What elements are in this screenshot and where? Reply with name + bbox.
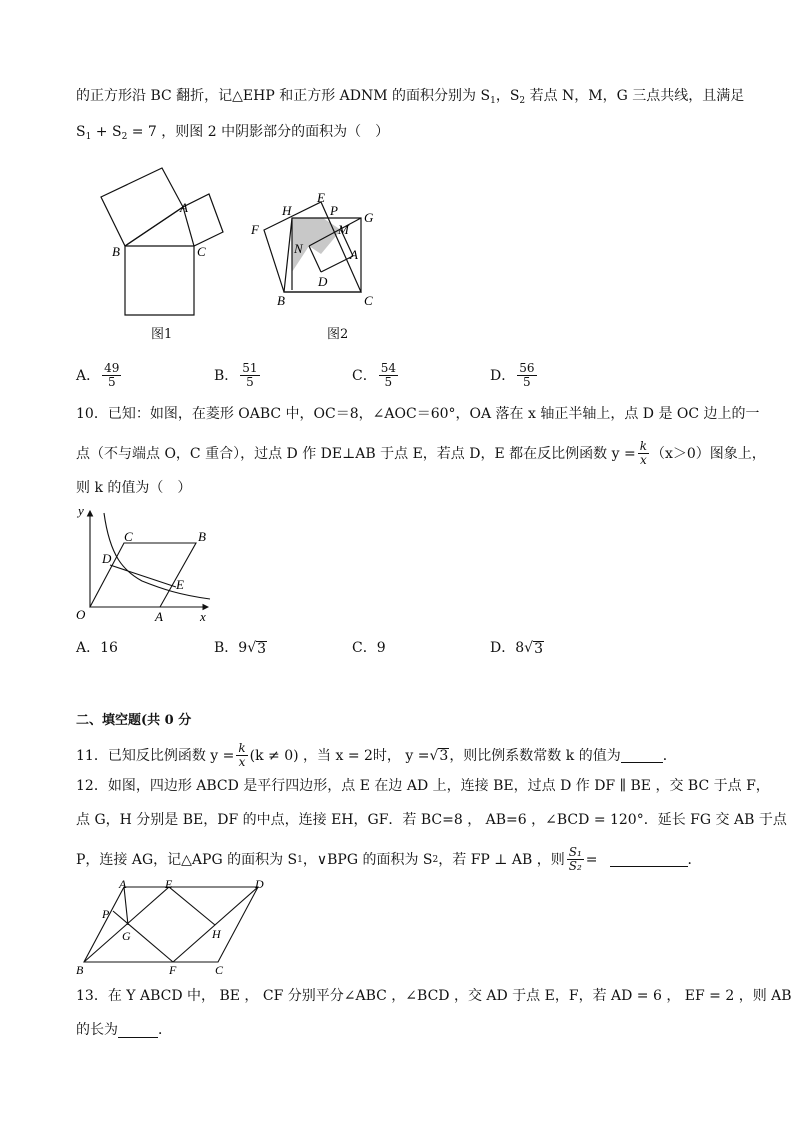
q9-option-b[interactable]: B． $\frac{51}{5}$ (214, 361, 258, 389)
fig1-label-a: A (180, 200, 188, 215)
q9-option-b-frac: $\frac{51}{5}$ (242, 361, 258, 389)
q10-label-d: D (102, 551, 112, 566)
q9-fig1-caption: 图1 (151, 327, 173, 342)
q12-label-f: F (169, 963, 177, 977)
q12-label-d: D (255, 877, 264, 891)
q12-line1: 12．如图，四边形 ABCD 是平行四边形，点 E 在边 AD 上，连接 BE，过点 D 作 DF ∥ BE ，交 BC 于点 F， (76, 778, 770, 794)
q9-fig2-caption: 图2 (327, 327, 349, 342)
q12-label-h: H (212, 927, 221, 941)
q13-line2: 的长为 ． (76, 1022, 172, 1038)
q9-line1: 的正方形沿 BC 翻折，记△EHP 和正方形 ADNM 的面积分别为 $S_1$，$S_2$ 若点 N，M，G 三点共线，且满足 (76, 88, 745, 106)
q13-answer-blank[interactable] (118, 1023, 158, 1038)
fig1-label-b: B (112, 244, 120, 259)
q12-line-eh (169, 887, 215, 925)
q10-option-c[interactable]: C． 9 (352, 640, 386, 656)
q12-line-be (84, 887, 169, 962)
q13-line1: 13．在 Y ABCD 中， BE ， CF 分别平分∠ABC ，∠BCD ，交 AD 于点 E，F，若 AD = 6 ， EF = 2 ，则 AB (76, 988, 792, 1004)
fig1-label-c: C (197, 244, 206, 259)
q10-segment-de (110, 565, 176, 587)
fig1-square-bc (125, 246, 194, 315)
fig2-label-g: G (364, 210, 374, 225)
fig1-square-ac (183, 194, 223, 246)
q11-answer-blank[interactable] (621, 748, 663, 763)
q10-label-a: A (155, 609, 163, 624)
fig2-label-a: A (350, 247, 358, 262)
fig2-label-c: C (364, 293, 373, 308)
q12-label-g: G (122, 929, 131, 943)
q10-line1: 10．已知：如图，在菱形 OABC 中，OC＝8，∠AOC＝60°，OA 落在 x 轴正半轴上，点 D 是 OC 边上的一 (76, 406, 760, 422)
fig2-label-n: N (294, 241, 303, 256)
q10-option-d[interactable]: D． 8 √ 3 (490, 640, 543, 657)
q12-line3: P，连接 AG，记△APG 的面积为 S 1 ，∨BPG 的面积为 S 2 ，若 FP ⊥ AB ，则 $\frac{\text{S₁}}{\text{S₂}}$ = ． (76, 845, 702, 873)
fig2-label-p: P (330, 203, 338, 218)
fig2-label-e: E (317, 190, 325, 205)
q10-label-y: y (78, 503, 84, 518)
fig2-label-f: F (251, 222, 259, 237)
q9-option-d[interactable]: D． $\frac{56}{5}$ (490, 361, 535, 389)
q10-line2: 点（不与端点 O，C 重合），过点 D 作 DE⊥AB 于点 E，若点 D，E 都在反比例函数 y = $\frac{k}{x}$ （x＞0）图象上， (76, 439, 766, 467)
q12-parallelogram-abcd (84, 887, 258, 962)
q12-label-b: B (76, 963, 84, 977)
q10-label-x: x (200, 609, 206, 624)
fig2-label-d: D (318, 274, 328, 289)
fig2-label-b: B (277, 293, 285, 308)
q12-label-e: E (165, 877, 173, 891)
q11-line: 11．已知反比例函数 y = $\frac{k}{x}$ (k ≠ 0) ，当 x = 2时， y = √ 3 ，则比例系数常数 k 的值为 ． (76, 741, 677, 769)
q9-option-a[interactable]: A． $\frac{49}{5}$ (76, 361, 120, 389)
q9-figure-1 (95, 180, 225, 340)
q10-label-c: C (124, 529, 133, 544)
section-2-title: 二、填空题(共 0 分 (76, 713, 192, 728)
q9-figure-2 (250, 190, 390, 310)
q10-function-frac: $\frac{k}{x}$ (639, 439, 647, 467)
fig1-side-ab (125, 207, 183, 246)
q10-graph (76, 505, 216, 625)
q9-option-a-frac: $\frac{49}{5}$ (104, 361, 120, 389)
q10-label-b: B (198, 529, 206, 544)
q12-label-c: C (215, 963, 224, 977)
q12-label-p: P (102, 907, 110, 921)
q9-line2: $S_1 + S_2 = 7$ ，则图 2 中阴影部分的面积为（ ） (76, 124, 390, 142)
q12-line-df (173, 887, 258, 962)
q10-option-b[interactable]: B． 9 √ 3 (214, 640, 267, 657)
q10-label-e: E (176, 577, 184, 592)
q12-figure (74, 878, 274, 978)
q12-answer-blank[interactable] (610, 852, 688, 867)
q11-function-frac: $\frac{k}{x}$ (238, 741, 246, 769)
q10-line3: 则 k 的值为（ ） (76, 480, 192, 496)
q12-line-ag (124, 887, 128, 925)
q12-ratio-frac: $\frac{\text{S₁}}{\text{S₂}}$ (568, 845, 582, 873)
q9-option-d-frac: $\frac{56}{5}$ (519, 361, 535, 389)
q10-label-o: O (76, 607, 86, 622)
q10-hyperbola (104, 513, 210, 599)
fig2-label-m: M (338, 222, 349, 237)
fig2-label-h: H (282, 203, 292, 218)
q9-option-c[interactable]: C． $\frac{54}{5}$ (352, 361, 396, 389)
q9-option-c-frac: $\frac{54}{5}$ (380, 361, 396, 389)
q10-option-a[interactable]: A． 16 (76, 640, 118, 656)
q12-label-a: A (119, 877, 127, 891)
q12-line2: 点 G，H 分别是 BE，DF 的中点，连接 EH，GF．若 BC=8 ， AB=6 ，∠BCD = 120°．延长 FG 交 AB 于点 (76, 812, 787, 828)
